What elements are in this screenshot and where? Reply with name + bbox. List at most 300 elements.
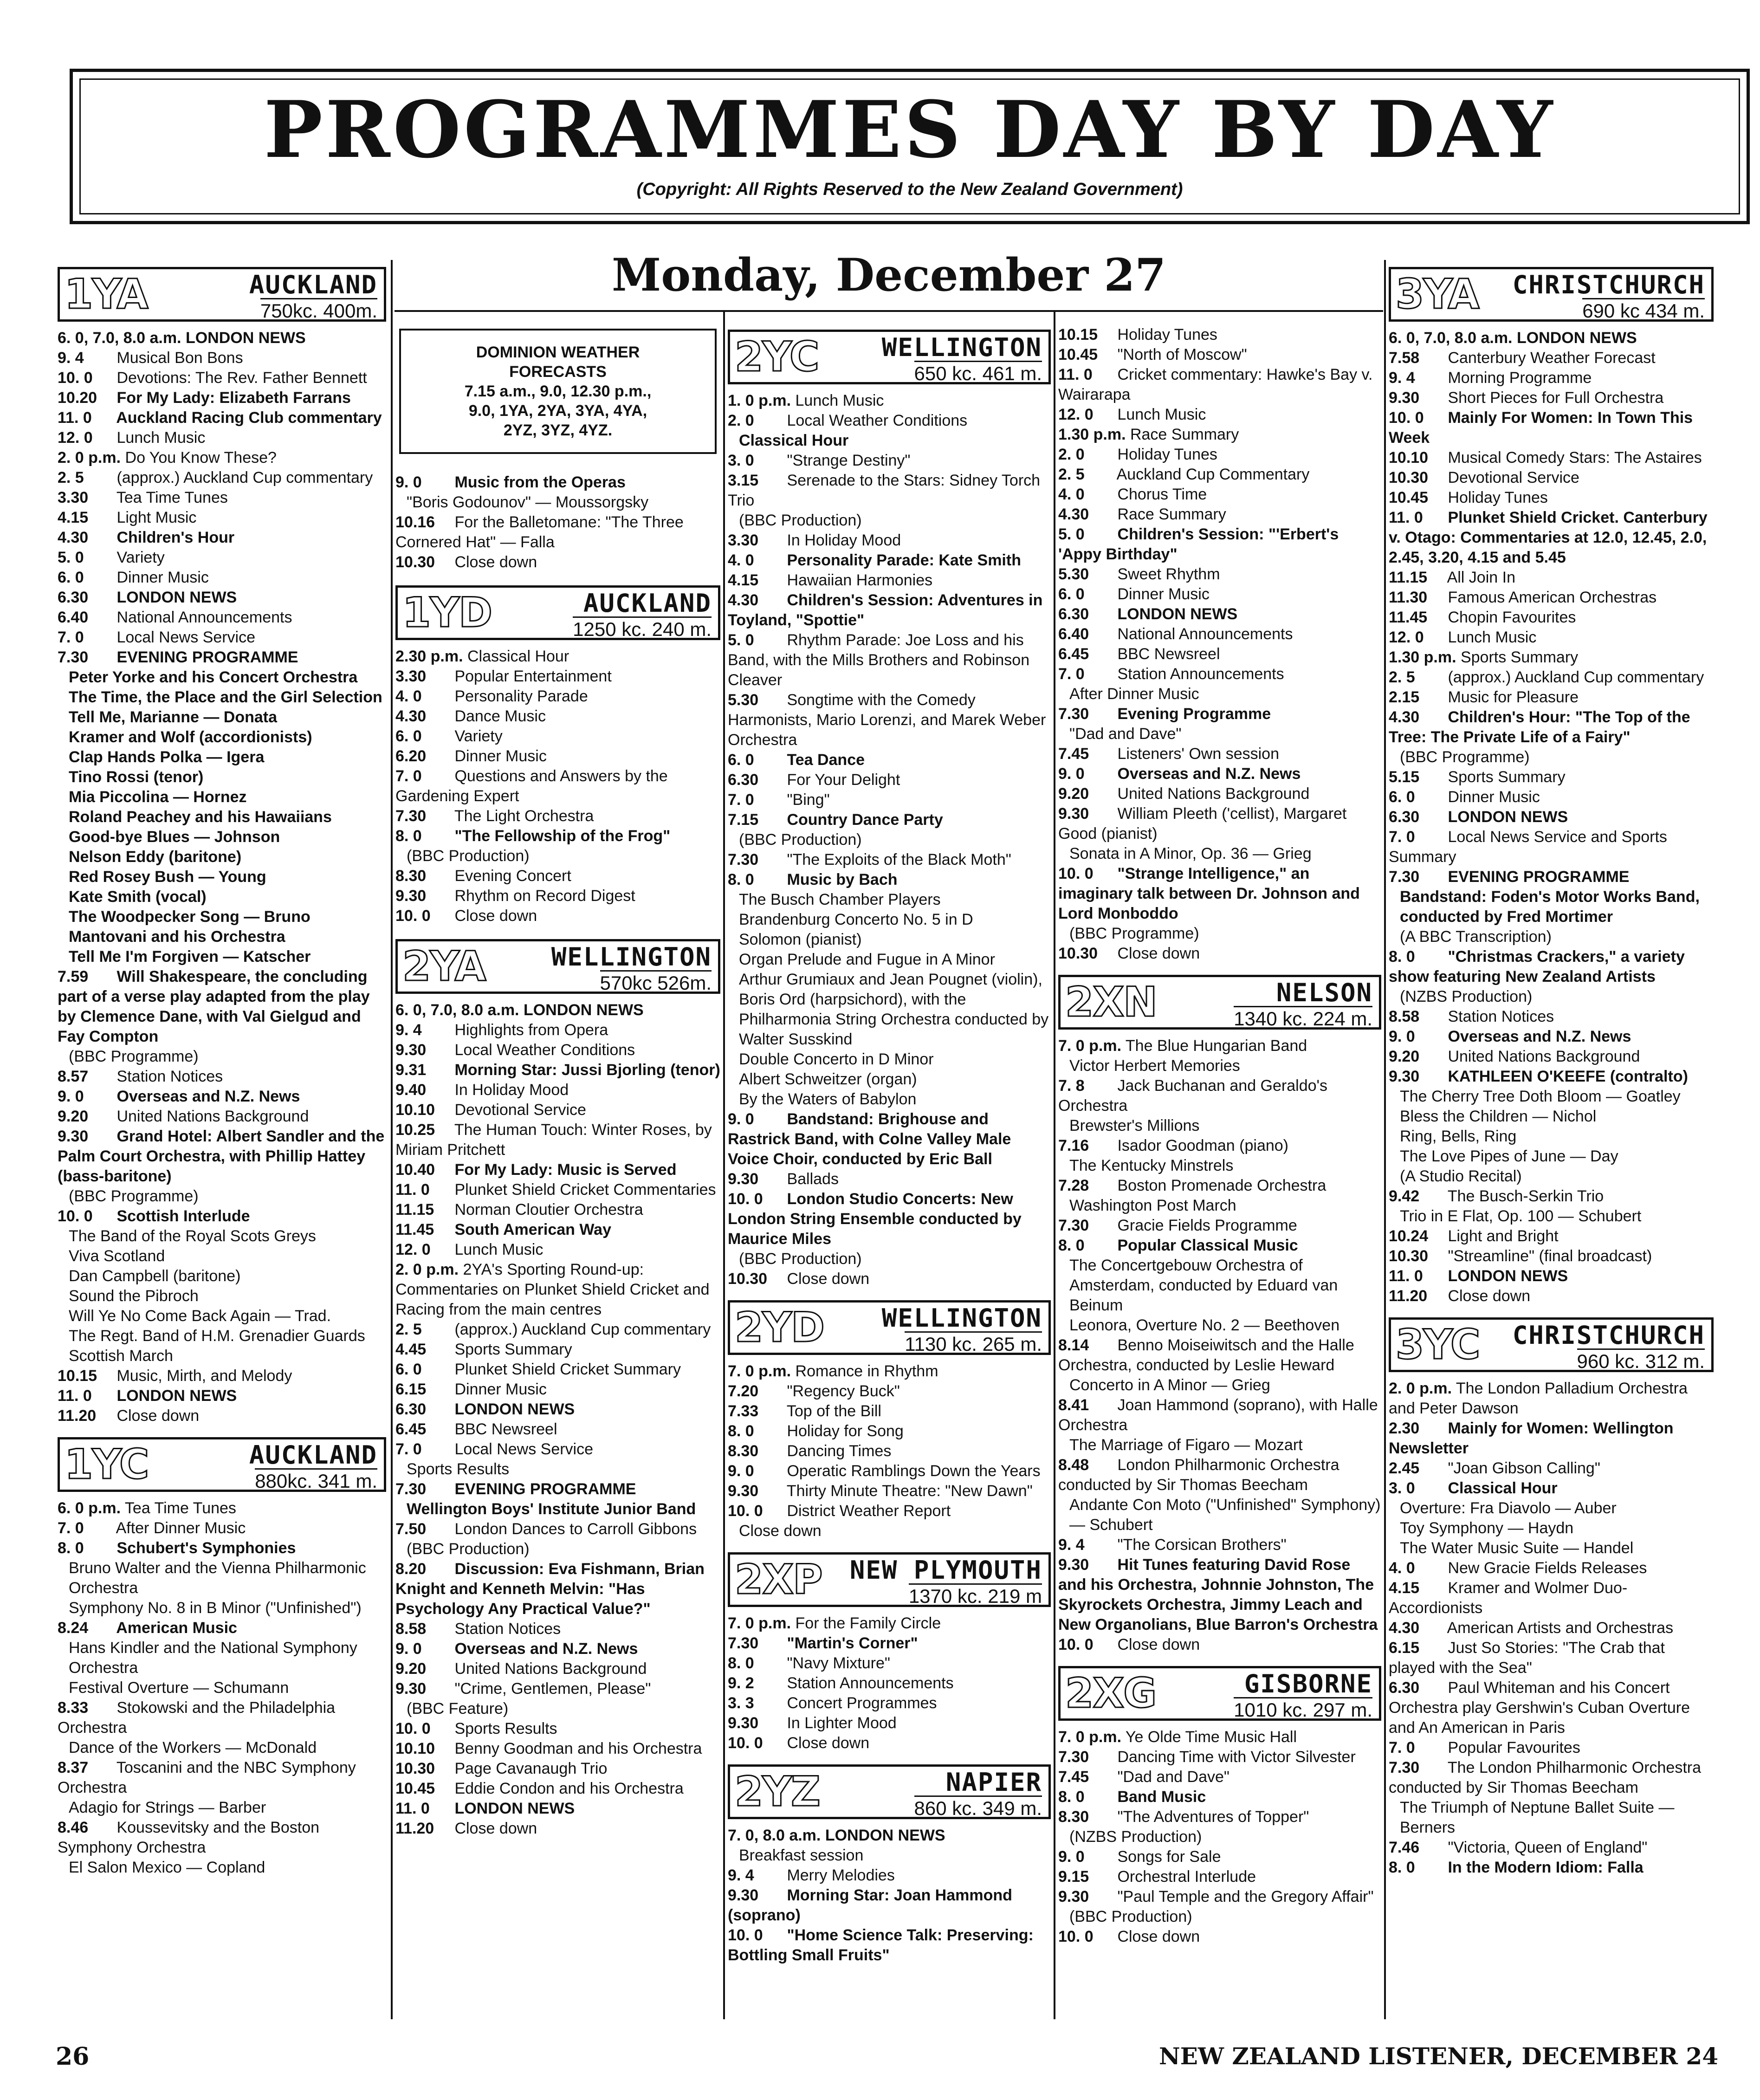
programme-entry <box>1389 448 1714 468</box>
programme-entry <box>728 950 1051 970</box>
programme-time: 6.30 <box>1389 1679 1420 1697</box>
programme-time: 7. 0 p.m. <box>1058 1037 1122 1055</box>
programme-time: 9. 4 <box>58 349 84 367</box>
programme-time: 7.45 <box>1058 1768 1089 1786</box>
programme-title: South American Way <box>454 1221 611 1238</box>
weather-title: FORECASTS <box>509 363 607 381</box>
programme-title: District Weather Report <box>787 1502 951 1520</box>
programme-entry <box>1058 944 1381 964</box>
programme-title: LONDON NEWS <box>1448 808 1568 826</box>
programme-entry <box>728 1653 1051 1673</box>
programme-title: Children's Hour: "The Top of the Tree: The Private Life of a Fairy" <box>1389 708 1690 746</box>
station-call-sign: 2YD <box>735 1303 824 1351</box>
programme-title: Gracie Fields Programme <box>1117 1217 1297 1234</box>
programme-entry <box>1389 1578 1714 1618</box>
programme-time: 4.15 <box>1389 1579 1420 1597</box>
programme-time: 9. 0 <box>728 1462 754 1480</box>
programme-title: The Busch Chamber Players <box>739 891 941 908</box>
programme-time: 7. 0 p.m. <box>728 1362 791 1380</box>
programme-entry <box>395 1699 720 1719</box>
programme-entry <box>728 1521 1051 1541</box>
programme-entry <box>728 630 1051 690</box>
programme-title: El Salon Mexico — Copland <box>69 1859 265 1876</box>
programme-title: "Dad and Dave" <box>1117 1768 1229 1786</box>
programme-title: The Cherry Tree Doth Bloom — Goatley <box>1400 1088 1681 1105</box>
programme-title: Questions and Answers by the Gardening Expert <box>395 767 668 805</box>
programme-title: Hans Kindler and the National Symphony Orchestra <box>69 1639 357 1677</box>
column-rule <box>723 312 725 2019</box>
programme-time: 7.33 <box>728 1402 759 1420</box>
programme-title: Close down <box>787 1734 870 1752</box>
programme-title: Tea Time Tunes <box>116 489 228 506</box>
weather-forecast-box <box>399 329 717 454</box>
programme-title: Station Announcements <box>787 1674 954 1692</box>
programme-title: London Dances to Carroll Gibbons <box>454 1520 697 1538</box>
programme-time: 8.58 <box>395 1620 427 1638</box>
programme-title: Sports Summary <box>454 1341 572 1358</box>
programme-entry <box>1058 804 1381 844</box>
station-badge-2xn <box>1058 975 1381 1030</box>
programme-entry <box>1058 704 1381 724</box>
programme-title: "The Corsican Brothers" <box>1117 1536 1287 1554</box>
programme-entry <box>58 348 386 368</box>
programme-title: Koussevitsky and the Boston Symphony Orchestra <box>58 1819 320 1856</box>
programme-time: 8. 0 <box>728 871 754 888</box>
programme-title: Rhythm on Record Digest <box>454 887 635 905</box>
programme-entry <box>395 1060 720 1080</box>
programme-entry <box>728 1501 1051 1521</box>
programme-entry <box>728 850 1051 870</box>
programme-title: In Holiday Mood <box>454 1081 569 1099</box>
station-badge-2yc <box>728 330 1051 384</box>
programme-entry <box>1058 844 1381 864</box>
programme-time: 8. 0 <box>1058 1788 1085 1806</box>
programme-time: 12. 0 <box>1389 629 1424 646</box>
programme-time: 8.33 <box>58 1699 89 1717</box>
programme-entry <box>58 668 386 687</box>
column-rule <box>391 260 393 2019</box>
programme-title: For the Balletomane: "The Three Cornered Hat" — Falla <box>395 513 684 551</box>
programme-title: After Dinner Music <box>116 1519 246 1537</box>
programme-entry <box>1058 684 1381 704</box>
programme-time: 11.15 <box>395 1201 434 1219</box>
programme-title: Overseas and N.Z. News <box>1117 765 1301 783</box>
programme-entry <box>58 1698 386 1738</box>
programme-entry <box>1058 1555 1381 1635</box>
programme-time: 9.42 <box>1389 1187 1420 1205</box>
programme-title: National Announcements <box>1117 625 1293 643</box>
programme-title: Band Music <box>1117 1788 1206 1806</box>
programme-entry <box>1058 1635 1381 1655</box>
programme-title: LONDON NEWS <box>1448 1267 1568 1285</box>
programme-title: "Boris Godounov" — Moussorgsky <box>407 493 649 511</box>
programme-time: 7.46 <box>1389 1839 1420 1856</box>
station-frequency: 1130 kc. 265 m. <box>905 1331 1042 1355</box>
programme-time: 7.59 <box>58 968 89 985</box>
programme-title: Music, Mirth, and Melody <box>116 1367 292 1385</box>
programme-title: Tell Me, Marianne — Donata <box>69 708 278 726</box>
programme-entry <box>395 1479 720 1499</box>
programme-title: Serenade to the Stars: Sidney Torch Trio <box>728 472 1041 509</box>
programme-entry <box>58 428 386 448</box>
programme-entry <box>395 1419 720 1439</box>
programme-entry <box>58 1246 386 1266</box>
programme-title: Dance Music <box>454 707 546 725</box>
programme-title: Ring, Bells, Ring <box>1400 1128 1517 1145</box>
programme-time: 10. 0 <box>395 1720 431 1737</box>
programme-time: 2. 0 <box>728 412 754 429</box>
programme-title: Local Weather Conditions <box>454 1041 635 1059</box>
station-city: CHRISTCHURCH <box>1512 1321 1705 1350</box>
programme-title: (BBC Production) <box>739 512 862 529</box>
programme-entry <box>728 531 1051 551</box>
programme-time: 7.30 <box>1058 1217 1089 1234</box>
weather-title: DOMINION WEATHER <box>476 344 640 361</box>
programme-title: "Navy Mixture" <box>787 1654 890 1672</box>
programme-entry <box>395 746 720 766</box>
programme-title: Clap Hands Polka — Igera <box>69 748 265 766</box>
programme-time: 10.30 <box>1058 945 1098 962</box>
programme-time: 7.28 <box>1058 1177 1089 1194</box>
programme-title: Toscanini and the NBC Symphony Orchestra <box>58 1759 356 1796</box>
programme-time: 10.20 <box>58 389 97 407</box>
programme-title: Close down <box>454 553 537 571</box>
programme-title: In the Modern Idiom: Falla <box>1448 1859 1644 1876</box>
programme-entry <box>58 807 386 827</box>
programme-entry <box>1058 1807 1381 1827</box>
programme-title: LONDON NEWS <box>116 1387 237 1405</box>
programme-time: 11. 0 <box>1389 1267 1423 1285</box>
programme-entry <box>395 1340 720 1360</box>
programme-title: "Dad and Dave" <box>1069 725 1182 743</box>
programme-entry <box>728 1381 1051 1401</box>
programme-time: 7. 0 <box>58 1519 84 1537</box>
programme-entry <box>1058 1176 1381 1196</box>
programme-title: Short Pieces for Full Orchestra <box>1448 389 1664 407</box>
programme-time: 3. 0 <box>1389 1479 1415 1497</box>
programme-entry <box>1058 525 1381 564</box>
programme-entry <box>395 1759 720 1779</box>
programme-title: Songtime with the Comedy Harmonists, Mario Lorenzi, and Marek Weber Orchestra <box>728 691 1046 749</box>
programme-time: 6.20 <box>395 747 427 765</box>
programme-title: American Music <box>116 1619 237 1637</box>
page-title: PROGRAMMES DAY BY DAY <box>264 84 1556 175</box>
programme-entry <box>395 1120 720 1160</box>
programme-entry <box>728 471 1051 511</box>
programme-time: 10. 0 <box>395 907 431 925</box>
programme-time: 9. 0 <box>1389 1028 1415 1045</box>
programme-title: (BBC Production) <box>739 831 862 849</box>
programme-entry <box>58 847 386 867</box>
programme-title: Lunch Music <box>1117 406 1206 423</box>
programme-entry <box>1389 1147 1714 1167</box>
programme-entry <box>1389 1678 1714 1738</box>
programme-entry <box>728 1925 1051 1965</box>
station-call-sign: 3YA <box>1396 270 1479 318</box>
programme-entry <box>58 488 386 508</box>
programme-entry <box>728 1713 1051 1733</box>
programme-time: 11. 0 <box>1058 366 1093 383</box>
programme-title: (approx.) Auckland Cup commentary <box>116 469 373 486</box>
programme-time: 8.30 <box>1058 1808 1089 1826</box>
programme-entry <box>58 1206 386 1226</box>
programme-entry <box>58 827 386 847</box>
programme-time: 10.15 <box>58 1367 97 1385</box>
programme-title: Station Notices <box>1448 1008 1554 1025</box>
programme-title: Dance of the Workers — McDonald <box>69 1739 317 1756</box>
programme-time: 7.20 <box>728 1382 759 1400</box>
programme-title: "Martin's Corner" <box>787 1634 918 1652</box>
programme-title: American Artists and Orchestras <box>1447 1619 1674 1637</box>
programme-entry <box>728 770 1051 790</box>
programme-entry <box>728 930 1051 950</box>
programme-entry <box>58 1386 386 1406</box>
programme-time: 7.16 <box>1058 1137 1089 1154</box>
programme-time: 11. 0 <box>395 1181 430 1199</box>
programme-entry <box>58 1758 386 1798</box>
programme-title: Holiday Tunes <box>1117 446 1217 463</box>
programme-title: The Love Pipes of June — Day <box>1400 1147 1618 1165</box>
programme-time: 9. 0 <box>395 473 422 491</box>
programme-entry <box>1389 348 1714 368</box>
programme-entry <box>58 707 386 727</box>
programme-entry <box>395 493 720 512</box>
programme-time: 9. 0 <box>1058 1848 1085 1866</box>
programme-entry <box>58 1366 386 1386</box>
programme-title: Classical Hour <box>1448 1479 1558 1497</box>
programme-entry <box>1389 668 1714 687</box>
programme-time: 11.15 <box>1389 569 1428 586</box>
programme-title: Close down <box>454 907 537 925</box>
programme-title: Just So Stories: "The Crab that played with the Sea" <box>1389 1639 1665 1677</box>
programme-time: 2. 0 p.m. <box>1389 1380 1452 1397</box>
programme-entry <box>1389 1798 1714 1838</box>
programme-entry <box>1389 508 1714 568</box>
programme-time: 6.40 <box>58 609 89 626</box>
programme-title: Grand Hotel: Albert Sandler and the Palm Court Orchestra, with Phillip Hattey (bass-baritone) <box>58 1128 385 1185</box>
programme-entry <box>395 1799 720 1819</box>
programme-title: Concerto in A Minor — Grieg <box>1069 1376 1270 1394</box>
programme-title: Devotions: The Rev. Father Bennett <box>116 369 367 387</box>
programme-title: Popular Entertainment <box>454 668 612 685</box>
programme-entry <box>58 1818 386 1858</box>
programme-entry <box>395 1739 720 1759</box>
programme-title: (NZBS Production) <box>1400 988 1533 1005</box>
programme-entry <box>58 1266 386 1286</box>
programme-entry <box>395 806 720 826</box>
programme-entry <box>58 448 386 468</box>
programme-title: Dancing Times <box>787 1442 892 1460</box>
programme-title: Songs for Sale <box>1117 1848 1221 1866</box>
programme-time: 8. 0 <box>1389 1859 1415 1876</box>
programme-time: 4. 0 <box>395 687 422 705</box>
programme-time: 3. 0 <box>728 452 754 469</box>
programme-time: 7.30 <box>395 1480 427 1498</box>
station-city: GISBORNE <box>1244 1669 1372 1698</box>
programme-entry <box>1389 328 1714 348</box>
station-badge-2ya <box>395 939 720 994</box>
programme-time: 8.37 <box>58 1759 89 1776</box>
programme-title: All Join In <box>1447 569 1515 586</box>
programme-title: For Your Delight <box>787 771 900 789</box>
programme-entry <box>728 1050 1051 1069</box>
programme-title: Romance in Rhythm <box>795 1362 938 1380</box>
programme-time: 10. 0 <box>728 1926 763 1944</box>
programme-time: 6. 0 <box>58 569 84 586</box>
programme-title: Rhythm Parade: Joe Loss and his Band, with the Mills Brothers and Robinson Cleaver <box>728 631 1030 689</box>
programme-entry <box>1389 1167 1714 1186</box>
programme-entry <box>1058 1116 1381 1136</box>
programme-entry <box>395 1439 720 1459</box>
programme-time: 4.15 <box>58 509 89 526</box>
programme-entry <box>1058 1907 1381 1927</box>
programme-time: 3.15 <box>728 472 759 489</box>
programme-entry <box>395 1360 720 1380</box>
programme-title: In Lighter Mood <box>787 1714 897 1732</box>
programme-entry <box>728 1109 1051 1169</box>
programme-time: 7. 0 <box>58 629 84 646</box>
programme-entry <box>1389 687 1714 707</box>
programme-entry <box>395 1320 720 1340</box>
programme-entry <box>1389 1107 1714 1127</box>
programme-entry <box>1058 784 1381 804</box>
programme-title: The London Palladium Orchestra and Peter Dawson <box>1389 1380 1688 1417</box>
programme-title: Close down <box>116 1407 200 1425</box>
programme-title: "The Fellowship of the Frog" <box>454 827 671 845</box>
programme-title: Washington Post March <box>1069 1197 1236 1214</box>
programme-title: Close down <box>1117 1928 1200 1945</box>
programme-time: 6. 0 <box>1389 788 1415 806</box>
programme-entry <box>395 1040 720 1060</box>
programme-time: 8.41 <box>1058 1396 1089 1414</box>
programme-time: 7.58 <box>1389 349 1420 367</box>
programme-title: Dinner Music <box>454 747 547 765</box>
programme-title: Close down <box>1117 945 1200 962</box>
programme-title: Red Rosey Bush — Young <box>69 868 266 886</box>
programme-time: 6. 0 <box>728 751 754 769</box>
programme-entry <box>58 1798 386 1818</box>
programme-title: Morning Star: Jussi Bjorling (tenor) <box>454 1061 720 1079</box>
station-city: WELLINGTON <box>881 1303 1042 1333</box>
programme-entry <box>58 1518 386 1538</box>
programme-time: 11.20 <box>395 1820 434 1837</box>
programme-title: Jack Buchanan and Geraldo's Orchestra <box>1058 1077 1328 1115</box>
programme-title: Close down <box>739 1522 822 1540</box>
programme-title: The Blue Hungarian Band <box>1125 1037 1307 1055</box>
programme-entry <box>728 1249 1051 1269</box>
programme-title: Variety <box>116 549 165 566</box>
programme-time: 7. 0 <box>1389 828 1415 846</box>
programme-entry <box>1058 1256 1381 1316</box>
programme-time: 5. 0 <box>1058 525 1085 543</box>
programme-title: Mainly For Women: In Town This Week <box>1389 409 1693 447</box>
programme-entry <box>1389 1738 1714 1758</box>
programme-entry <box>1058 1236 1381 1256</box>
programme-entry <box>1389 608 1714 628</box>
programme-entry <box>728 810 1051 830</box>
programme-entry <box>1389 628 1714 648</box>
programme-entry <box>1058 1216 1381 1236</box>
programme-time: 6.15 <box>1389 1639 1420 1657</box>
programme-entry <box>1058 864 1381 924</box>
programme-time: 2. 0 p.m. <box>395 1261 459 1278</box>
programme-entry <box>728 511 1051 531</box>
programme-entry <box>395 473 720 493</box>
programme-entry <box>395 1400 720 1419</box>
station-city: AUCKLAND <box>249 270 377 299</box>
programme-title: Overseas and N.Z. News <box>116 1088 300 1105</box>
programme-title: The Water Music Suite — Handel <box>1400 1539 1634 1557</box>
station-city: CHRISTCHURCH <box>1512 270 1705 299</box>
programme-time: 7. 0 <box>395 1440 422 1458</box>
programme-entry <box>395 687 720 706</box>
programme-title: Local News Service <box>116 629 256 646</box>
programme-time: 8. 0 <box>1389 948 1415 966</box>
programme-entry <box>728 1633 1051 1653</box>
programme-title: (A BBC Transcription) <box>1400 928 1552 946</box>
programme-entry <box>58 1498 386 1518</box>
programme-title: Morning Star: Joan Hammond (soprano) <box>728 1886 1012 1924</box>
station-call-sign: 3YC <box>1396 1321 1480 1368</box>
programme-time: 10.10 <box>395 1101 435 1119</box>
programme-time: 8.46 <box>58 1819 89 1836</box>
programme-entry <box>58 1638 386 1678</box>
programme-list-2yz-continued <box>1058 325 1381 964</box>
programme-entry <box>58 388 386 408</box>
programme-entry <box>395 1020 720 1040</box>
programme-title: LONDON NEWS <box>523 1001 644 1019</box>
programme-entry <box>1058 1056 1381 1076</box>
programme-title: Concert Programmes <box>787 1694 937 1712</box>
programme-time: 10.15 <box>1058 326 1098 344</box>
programme-entry <box>395 1220 720 1240</box>
programme-entry <box>728 750 1051 770</box>
copyright-notice: (Copyright: All Rights Reserved to the New Zealand Government) <box>636 180 1183 199</box>
programme-title: Close down <box>1117 1636 1200 1653</box>
programme-time: 6.45 <box>1058 645 1089 663</box>
programme-time: 7.30 <box>728 1634 759 1652</box>
programme-entry <box>395 1180 720 1200</box>
programme-title: "The Exploits of the Black Moth" <box>787 851 1011 869</box>
programme-time: 10.45 <box>395 1780 435 1797</box>
programme-title: Morning Programme <box>1448 369 1592 387</box>
programme-title: Popular Favourites <box>1448 1739 1580 1756</box>
programme-entry <box>1058 764 1381 784</box>
programme-title: (BBC Production) <box>407 847 530 865</box>
station-city: WELLINGTON <box>551 942 712 972</box>
programme-title: Sonata in A Minor, Op. 36 — Grieg <box>1069 845 1312 862</box>
programme-time: 10.16 <box>395 513 435 531</box>
programme-entry <box>58 548 386 568</box>
programme-time: 7.30 <box>1058 705 1089 723</box>
programme-time: 9.20 <box>58 1108 89 1125</box>
station-call-sign: 2YZ <box>735 1768 820 1815</box>
programme-entry <box>1058 644 1381 664</box>
station-call-sign: 2YC <box>735 333 819 381</box>
programme-entry <box>728 1461 1051 1481</box>
programme-title: The Marriage of Figaro — Mozart <box>1069 1436 1303 1454</box>
programme-entry <box>1058 1787 1381 1807</box>
programme-entry <box>58 867 386 887</box>
programme-time: 7.45 <box>1058 745 1089 763</box>
programme-entry <box>58 967 386 1047</box>
station-frequency: 880kc. 341 m. <box>255 1468 377 1492</box>
programme-title: "North of Moscow" <box>1117 346 1247 363</box>
programme-title: Bruno Walter and the Vienna Philharmonic Orchestra <box>69 1559 366 1597</box>
programme-title: Hit Tunes featuring David Rose and his Orchestra, Johnnie Johnston, The Skyrockets Orchestra, Jimmy Leach and New Organolians, Blue Barron's Orchestra <box>1058 1556 1378 1633</box>
programme-entry <box>58 1087 386 1107</box>
programme-time: 2.30 p.m. <box>395 648 463 665</box>
